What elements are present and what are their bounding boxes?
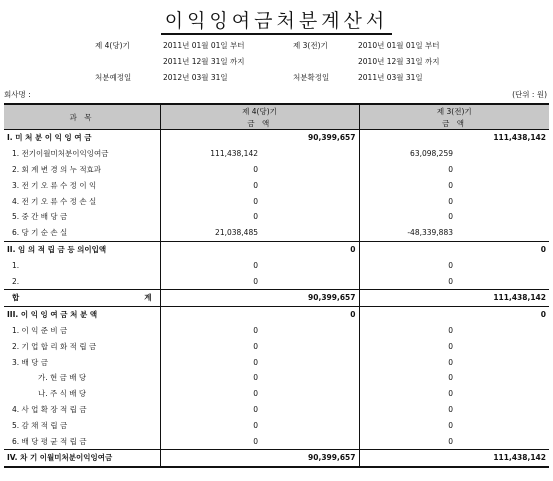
- prior-total-amount: [456, 209, 549, 225]
- table-row: [4, 130, 549, 146]
- prior-detail-amount: [359, 289, 456, 306]
- header-current-amount: 금 액: [160, 117, 359, 130]
- current-total-amount: [261, 354, 359, 370]
- row-label: 6. 당 기 순 손 실: [12, 228, 68, 238]
- current-detail-amount: 0: [160, 257, 261, 273]
- current-detail-amount: 0: [160, 354, 261, 370]
- row-label: III. 이 익 잉 여 금 처 분 액: [4, 306, 160, 322]
- prior-detail-amount: 0: [359, 177, 456, 193]
- current-total-amount: [261, 209, 359, 225]
- current-detail-amount: 0: [160, 177, 261, 193]
- table-row: [4, 273, 549, 289]
- current-detail-amount: 0: [160, 370, 261, 386]
- prior-detail-amount: 0: [359, 402, 456, 418]
- company-label: 회사명 :: [4, 90, 31, 99]
- row-label: II. 임 의 적 립 금 등 의이입액: [4, 241, 160, 257]
- prior-total-amount: [456, 193, 549, 209]
- current-total-amount: [261, 417, 359, 433]
- current-total-amount: [261, 146, 359, 162]
- prior-total-amount: [456, 146, 549, 162]
- prior-detail-amount: 0: [359, 162, 456, 178]
- prior-total-amount: [456, 323, 549, 339]
- current-total-amount: [261, 433, 359, 449]
- table-row: [4, 257, 549, 273]
- prior-detail-amount: [359, 130, 456, 146]
- prior-total-amount: [456, 433, 549, 449]
- row-label: IV. 차 기 이월미처분이익잉여금: [4, 449, 160, 466]
- current-total-amount: [261, 225, 359, 241]
- prior-detail-amount: 0: [359, 386, 456, 402]
- prior-total-amount: 111,438,142: [456, 289, 549, 306]
- table-row: [4, 433, 549, 449]
- table-row: [4, 241, 549, 257]
- table-row-total: [4, 289, 549, 306]
- current-total-amount: [261, 323, 359, 339]
- current-period-from: 2011년 01월 01일 부터: [163, 41, 245, 50]
- row-label: 2. 기 업 합 리 화 적 립 금: [12, 341, 97, 351]
- current-total-amount: 90,399,657: [261, 289, 359, 306]
- current-total-amount: [261, 273, 359, 289]
- prior-total-amount: [456, 162, 549, 178]
- current-total-amount: [261, 402, 359, 418]
- disposition-date-prior: 2011년 03월 31일: [358, 73, 423, 82]
- prior-detail-amount: 0: [359, 354, 456, 370]
- row-label: 4. 전 기 오 류 수 정 손 실: [12, 196, 97, 206]
- current-total-amount: [261, 338, 359, 354]
- prior-total-amount: 111,438,142: [493, 133, 546, 143]
- prior-total-amount: [456, 386, 549, 402]
- current-total-amount: [261, 370, 359, 386]
- row-label: 나. 주 식 배 당: [38, 389, 87, 399]
- table-row-total: [4, 449, 549, 466]
- current-detail-amount: 0: [160, 386, 261, 402]
- current-total-amount: 0: [261, 241, 359, 257]
- prior-detail-amount: -48,339,883: [359, 225, 456, 241]
- prior-detail-amount: [359, 306, 456, 322]
- table-row: [4, 177, 549, 193]
- row-label: 6. 배 당 평 균 적 립 금: [12, 436, 87, 446]
- current-detail-amount: 0: [160, 433, 261, 449]
- prior-detail-amount: 0: [359, 209, 456, 225]
- prior-detail-amount: 0: [359, 193, 456, 209]
- row-label: 1.: [12, 260, 20, 270]
- prior-period-to: 2010년 12월 31일 까지: [358, 57, 440, 66]
- header-current-period: 제 4(당)기: [160, 104, 359, 117]
- current-period-to: 2011년 12월 31일 까지: [163, 57, 245, 66]
- current-detail-amount: 21,038,485: [160, 225, 261, 241]
- current-detail-amount: [160, 241, 261, 257]
- prior-detail-amount: 63,098,259: [359, 146, 456, 162]
- current-detail-amount: [160, 449, 261, 466]
- prior-total-amount: [456, 417, 549, 433]
- table-row: [4, 417, 549, 433]
- prior-detail-amount: 0: [359, 323, 456, 339]
- prior-total-amount: [456, 225, 549, 241]
- current-detail-amount: 0: [160, 273, 261, 289]
- current-detail-amount: 0: [160, 193, 261, 209]
- row-label: 3. 전 기 오 류 수 정 이 익: [12, 180, 97, 190]
- current-detail-amount: 0: [160, 402, 261, 418]
- current-period-label: 제 4(당)기: [95, 41, 130, 50]
- prior-detail-amount: 0: [359, 273, 456, 289]
- current-detail-amount: 0: [160, 338, 261, 354]
- table-row: [4, 193, 549, 209]
- current-detail-amount: [160, 306, 261, 322]
- current-detail-amount: [160, 289, 261, 306]
- current-detail-amount: 0: [160, 323, 261, 339]
- table-row: [4, 209, 549, 225]
- row-label: 5. 감 채 적 립 금: [12, 420, 68, 430]
- row-label: 가. 현 금 배 당: [38, 373, 87, 383]
- row-label: 3. 배 당 금: [12, 357, 49, 367]
- row-label: 1. 전기이월미처분이익잉여금: [12, 149, 109, 159]
- prior-total-amount: 0: [456, 241, 549, 257]
- current-total-amount: [261, 177, 359, 193]
- table-row: [4, 306, 549, 322]
- disposition-label-prior: 처분확정일: [293, 73, 330, 82]
- current-total-amount: 90,399,657: [261, 449, 359, 466]
- table-row: [4, 162, 549, 178]
- row-label: 1. 이 익 준 비 금: [12, 325, 68, 335]
- current-total-amount: [261, 257, 359, 273]
- disposition-label-current: 처분예정일: [95, 73, 132, 82]
- prior-period-label: 제 3(전)기: [293, 41, 328, 50]
- row-label: 5. 중 간 배 당 금: [12, 212, 68, 222]
- table-row: [4, 323, 549, 339]
- prior-total-amount: [456, 338, 549, 354]
- prior-total-amount: [456, 354, 549, 370]
- prior-total-amount: 0: [456, 306, 549, 322]
- prior-detail-amount: 0: [359, 338, 456, 354]
- unit-label: (단위 : 원): [512, 90, 547, 99]
- prior-detail-amount: [359, 449, 456, 466]
- row-label: 2.: [12, 276, 20, 286]
- row-label: 합 계: [4, 289, 160, 306]
- current-detail-amount: [160, 130, 261, 146]
- prior-total-amount: [456, 273, 549, 289]
- prior-total-amount: [456, 370, 549, 386]
- prior-detail-amount: 0: [359, 417, 456, 433]
- row-label: I. 미 처 분 이 익 잉 여 금: [7, 133, 92, 143]
- retained-earnings-table: [4, 103, 549, 468]
- prior-detail-amount: 0: [359, 370, 456, 386]
- prior-detail-amount: 0: [359, 433, 456, 449]
- prior-total-amount: [456, 257, 549, 273]
- table-row: [4, 386, 549, 402]
- table-row: [4, 338, 549, 354]
- table-row: [4, 402, 549, 418]
- row-label: 2. 회 계 변 경 의 누 적효과: [12, 164, 102, 174]
- prior-detail-amount: [359, 241, 456, 257]
- row-label: 4. 사 업 확 장 적 립 금: [12, 404, 87, 414]
- disposition-date-current: 2012년 03월 31일: [163, 73, 228, 82]
- current-detail-amount: 111,438,142: [160, 146, 261, 162]
- table-row: [4, 225, 549, 241]
- current-total-amount: [261, 162, 359, 178]
- current-detail-amount: 0: [160, 417, 261, 433]
- current-total-amount: [261, 193, 359, 209]
- table-row: [4, 370, 549, 386]
- header-row-period: [4, 104, 549, 117]
- table-row: [4, 354, 549, 370]
- prior-total-amount: [456, 177, 549, 193]
- document-title: 이익잉여금처분계산서: [0, 6, 553, 33]
- header-prior-period: 제 3(전)기: [359, 104, 549, 117]
- current-detail-amount: 0: [160, 162, 261, 178]
- table-row: [4, 146, 549, 162]
- header-prior-amount: 금 액: [359, 117, 549, 130]
- header-item: 과 목: [4, 104, 160, 130]
- prior-period-from: 2010년 01월 01일 부터: [358, 41, 440, 50]
- current-detail-amount: 0: [160, 209, 261, 225]
- current-total-amount: 0: [261, 306, 359, 322]
- current-total-amount: 90,399,657: [308, 133, 356, 143]
- prior-total-amount: 111,438,142: [456, 449, 549, 466]
- current-total-amount: [261, 386, 359, 402]
- prior-detail-amount: 0: [359, 257, 456, 273]
- prior-total-amount: [456, 402, 549, 418]
